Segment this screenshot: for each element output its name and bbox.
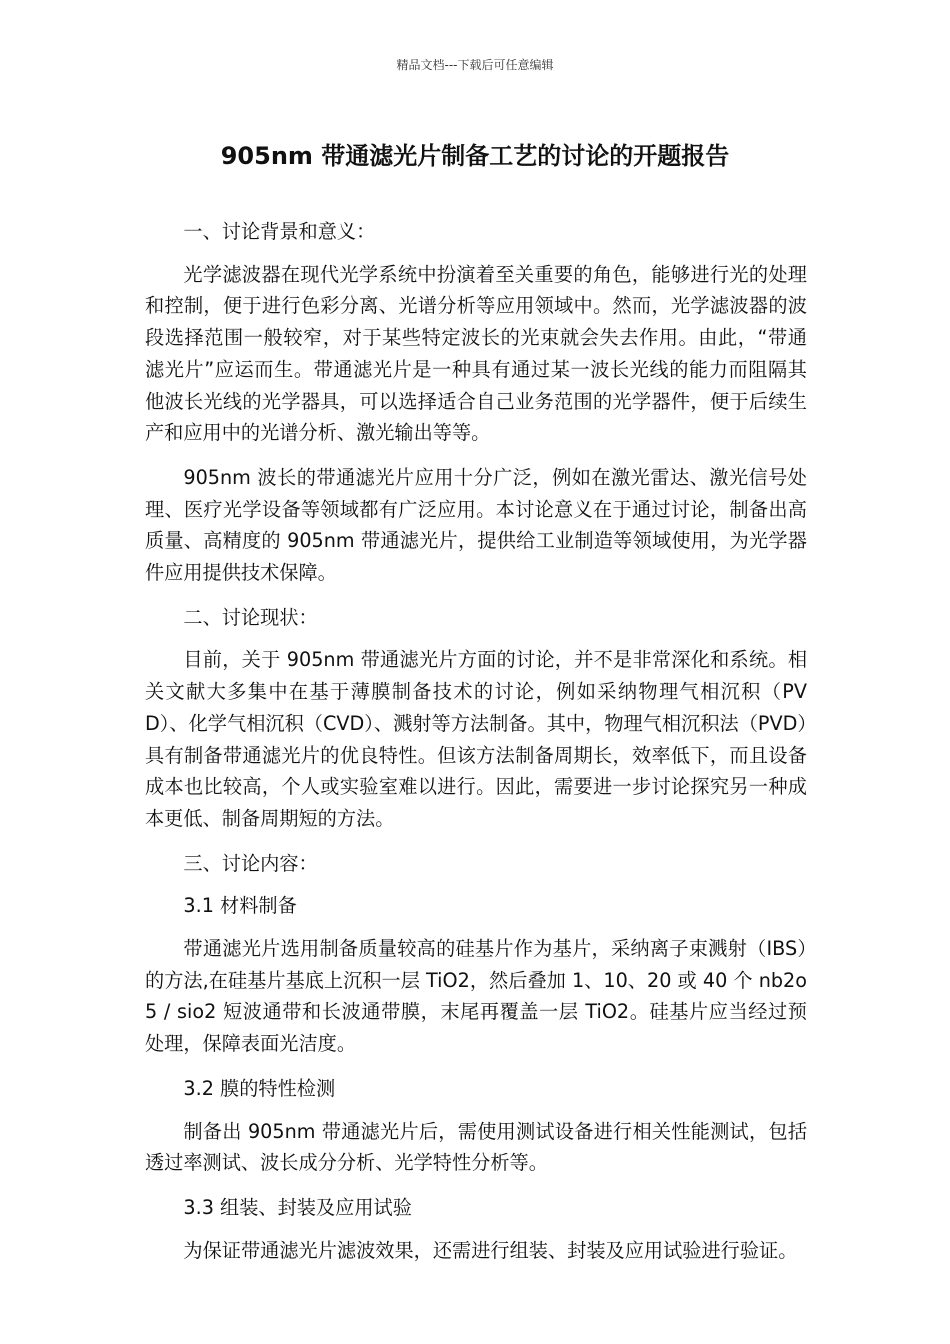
paragraph-background-1: 光学滤波器在现代光学系统中扮演着至关重要的角色，能够进行光的处理和控制，便于进行色彩分离、光谱分析等应用领域中。然而，光学滤波器的波段选择范围一般较窄，对于某些特定波长的光束就会失去作用。由此，“带通滤光片”应运而生。带通滤光片是一种具有通过某一波长光线的能力而阻隔其他波长光线的光学器具，可以选择适合自己业务范围的光学器件，便于后续生产和应用中的光谱分析、激光输出等等。: [145, 262, 807, 445]
paragraph-materials: 带通滤光片选用制备质量较高的硅基片作为基片，采纳离子束溅射（IBS）的方法,在硅基片基底上沉积一层 TiO2，然后叠加 1、10、20 或 40 个 nb2o5 / sio2 短波通带和长波通带膜，末尾再覆盖一层 TiO2。硅基片应当经过预处理，保障表面光洁度。: [145, 937, 807, 1056]
document-body: [145, 216, 807, 1279]
section-heading-status: 二、讨论现状：: [183, 605, 318, 629]
subsection-heading-materials: 3.1 材料制备: [183, 894, 297, 918]
document-title: 905nm 带通滤光片制备工艺的讨论的开题报告: [220, 142, 730, 170]
subsection-heading-testing: 3.2 膜的特性检测: [183, 1076, 336, 1100]
subsection-heading-assembly: 3.3 组装、封装及应用试验: [183, 1195, 412, 1219]
paragraph-assembly: 为保证带通滤光片滤波效果，还需进行组装、封装及应用试验进行验证。: [183, 1238, 798, 1262]
paragraph-status: 目前，关于 905nm 带通滤光片方面的讨论，并不是非常深化和系统。相关文献大多集中在基于薄膜制备技术的讨论，例如采纳物理气相沉积（PVD）、化学气相沉积（CVD）、溅射等方法制备。其中，物理气相沉积法（PVD）具有制备带通滤光片的优良特性。但该方法制备周期长，效率低下，而且设备成本也比较高，个人或实验室难以进行。因此，需要进一步讨论探究另一种成本更低、制备周期短的方法。: [145, 648, 807, 830]
page-header: 精品文档---下载后可任意编辑: [396, 58, 554, 72]
section-heading-background: 一、讨论背景和意义：: [183, 220, 376, 243]
paragraph-testing: 制备出 905nm 带通滤光片后，需使用测试设备进行相关性能测试，包括透过率测试、波长成分分析、光学特性分析等。: [145, 1119, 807, 1175]
section-heading-content: 三、讨论内容：: [183, 851, 318, 875]
paragraph-background-2: 905nm 波长的带通滤光片应用十分广泛，例如在激光雷达、激光信号处理、医疗光学设备等领域都有广泛应用。本讨论意义在于通过讨论，制备出高质量、高精度的 905nm 带通滤光片，提供给工业制造等领域使用，为光学器件应用提供技术保障。: [145, 465, 807, 585]
